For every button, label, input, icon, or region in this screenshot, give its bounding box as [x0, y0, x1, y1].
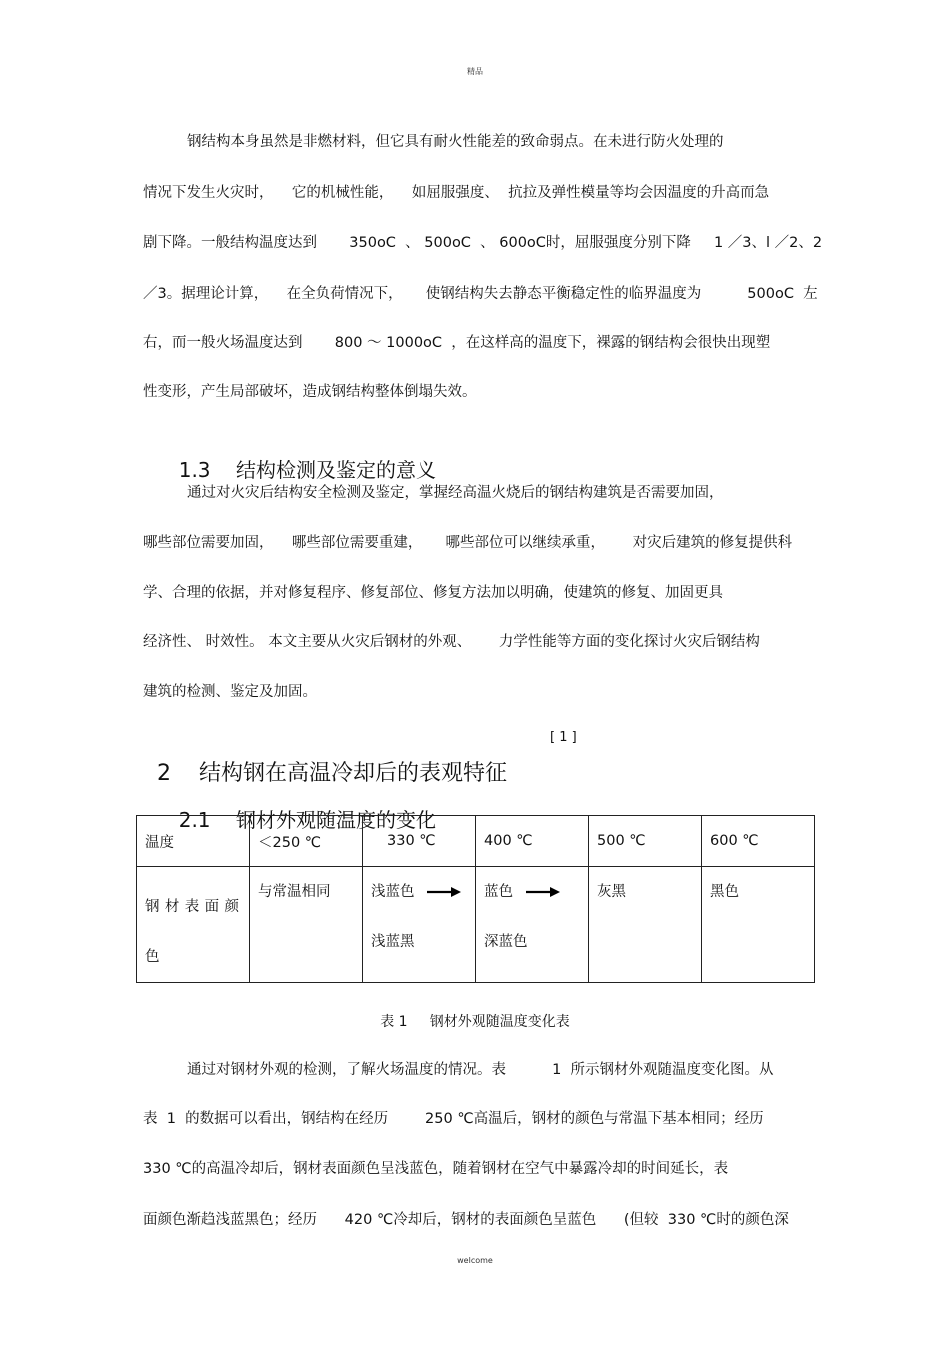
table-row-label: [137, 867, 250, 983]
steel-color-table: [136, 815, 815, 983]
section-number: 2: [157, 761, 171, 786]
section-title: 钢材外观随温度的变化: [235, 808, 436, 832]
cell-line-1: [484, 867, 580, 917]
right-arrow-icon: [526, 886, 560, 898]
page-footer: welcome: [457, 1256, 493, 1265]
table-header-cell: ＜250 ℃: [250, 816, 363, 867]
paragraph2-line-5: 建筑的检测、鉴定及加固。: [143, 684, 317, 700]
paragraph1-line-3: 剧下降。一般结构温度达到 350oC 、 500oC 、 600oC时，屈服强度分别下降 1 ／3、l ／2、2: [143, 235, 823, 251]
table-row: [137, 867, 815, 983]
row-label-line-1: 钢材表面颜: [145, 899, 239, 915]
paragraph3-line-1: 通过对钢材外观的检测，了解火场温度的情况。表 1 所示钢材外观随温度变化图。从: [187, 1062, 774, 1078]
table-cell: [589, 867, 702, 983]
table-cell: [702, 867, 815, 983]
paragraph1-line-5: 右，而一般火场温度达到 800 ～ 1000oC ，在这样高的温度下，裸露的钢结构会很快出现塑: [143, 335, 771, 351]
section-1-3-heading: [166, 431, 436, 483]
section-2-heading: [143, 732, 507, 788]
paragraph3-line-3: 330 ℃的高温冷却后，钢材表面颜色呈浅蓝色，随着钢材在空气中暴露冷却的时间延长，表: [143, 1161, 729, 1177]
table-header-cell: 400 ℃: [476, 816, 589, 867]
table-header-row: [137, 816, 815, 867]
paragraph1-line-6: 性变形，产生局部破坏，造成钢结构整体倒塌失效。: [143, 384, 477, 400]
cell-line-1: [371, 867, 467, 917]
table-cell: [250, 867, 363, 983]
cell-line-2: 深蓝色: [484, 934, 528, 950]
paragraph1-line-4: ／3。据理论计算， 在全负荷情况下， 使钢结构失去静态平衡稳定性的临界温度为 500oC 左: [143, 286, 818, 302]
paragraph3-line-4: 面颜色渐趋浅蓝黑色；经历 420 ℃冷却后，钢材的表面颜色呈蓝色 (但较 330 ℃时的颜色深: [143, 1212, 789, 1228]
paragraph3-line-2: 表 1 的数据可以看出，钢结构在经历 250 ℃高温后，钢材的颜色与常温下基本相同；经历: [143, 1111, 764, 1127]
paragraph2-line-1: 通过对火灾后结构安全检测及鉴定，掌握经高温火烧后的钢结构建筑是否需要加固，: [187, 485, 724, 501]
cell-line-1: 与常温相同: [258, 884, 331, 900]
table-cell: [476, 867, 589, 983]
cell-line-1: 灰黑: [597, 884, 626, 900]
section-title: 结构钢在高温冷却后的表观特征: [198, 761, 507, 786]
cell-line-2: 浅蓝黑: [371, 934, 415, 950]
paragraph1-line-1: 钢结构本身虽然是非燃材料，但它具有耐火性能差的致命弱点。在未进行防火处理的: [187, 134, 724, 150]
table-header-cell: 500 ℃: [589, 816, 702, 867]
table-header-cell: 600 ℃: [702, 816, 815, 867]
citation: [ 1 ]: [550, 730, 577, 745]
paragraph2-line-4: 经济性、 时效性。 本文主要从火灾后钢材的外观、 力学性能等方面的变化探讨火灾后钢结构: [143, 634, 760, 650]
right-arrow-icon: [427, 886, 461, 898]
section-title: 结构检测及鉴定的意义: [235, 458, 436, 482]
table-caption: 表 1 钢材外观随温度变化表: [380, 1014, 570, 1030]
cell-text: 浅蓝色: [371, 884, 415, 900]
table-cell: [363, 867, 476, 983]
table-header-cell: 330 ℃: [363, 816, 476, 867]
paragraph1-line-2: 情况下发生火灾时， 它的机械性能， 如屈服强度、 抗拉及弹性模量等均会因温度的升高而急: [143, 185, 770, 201]
page-header: 精品: [467, 67, 483, 76]
paragraph2-line-2: 哪些部位需要加固， 哪些部位需要重建， 哪些部位可以继续承重， 对灾后建筑的修复提供科: [143, 535, 793, 551]
section-number: 1.3: [178, 458, 211, 482]
paragraph2-line-3: 学、合理的依据，并对修复程序、修复部位、修复方法加以明确，使建筑的修复、加固更具: [143, 585, 723, 601]
cell-text: 蓝色: [484, 884, 513, 900]
row-label-line-2: 色: [145, 949, 160, 965]
table-header-cell: 温度: [137, 816, 250, 867]
section-number: 2.1: [178, 808, 211, 832]
cell-line-1: 黑色: [710, 884, 739, 900]
